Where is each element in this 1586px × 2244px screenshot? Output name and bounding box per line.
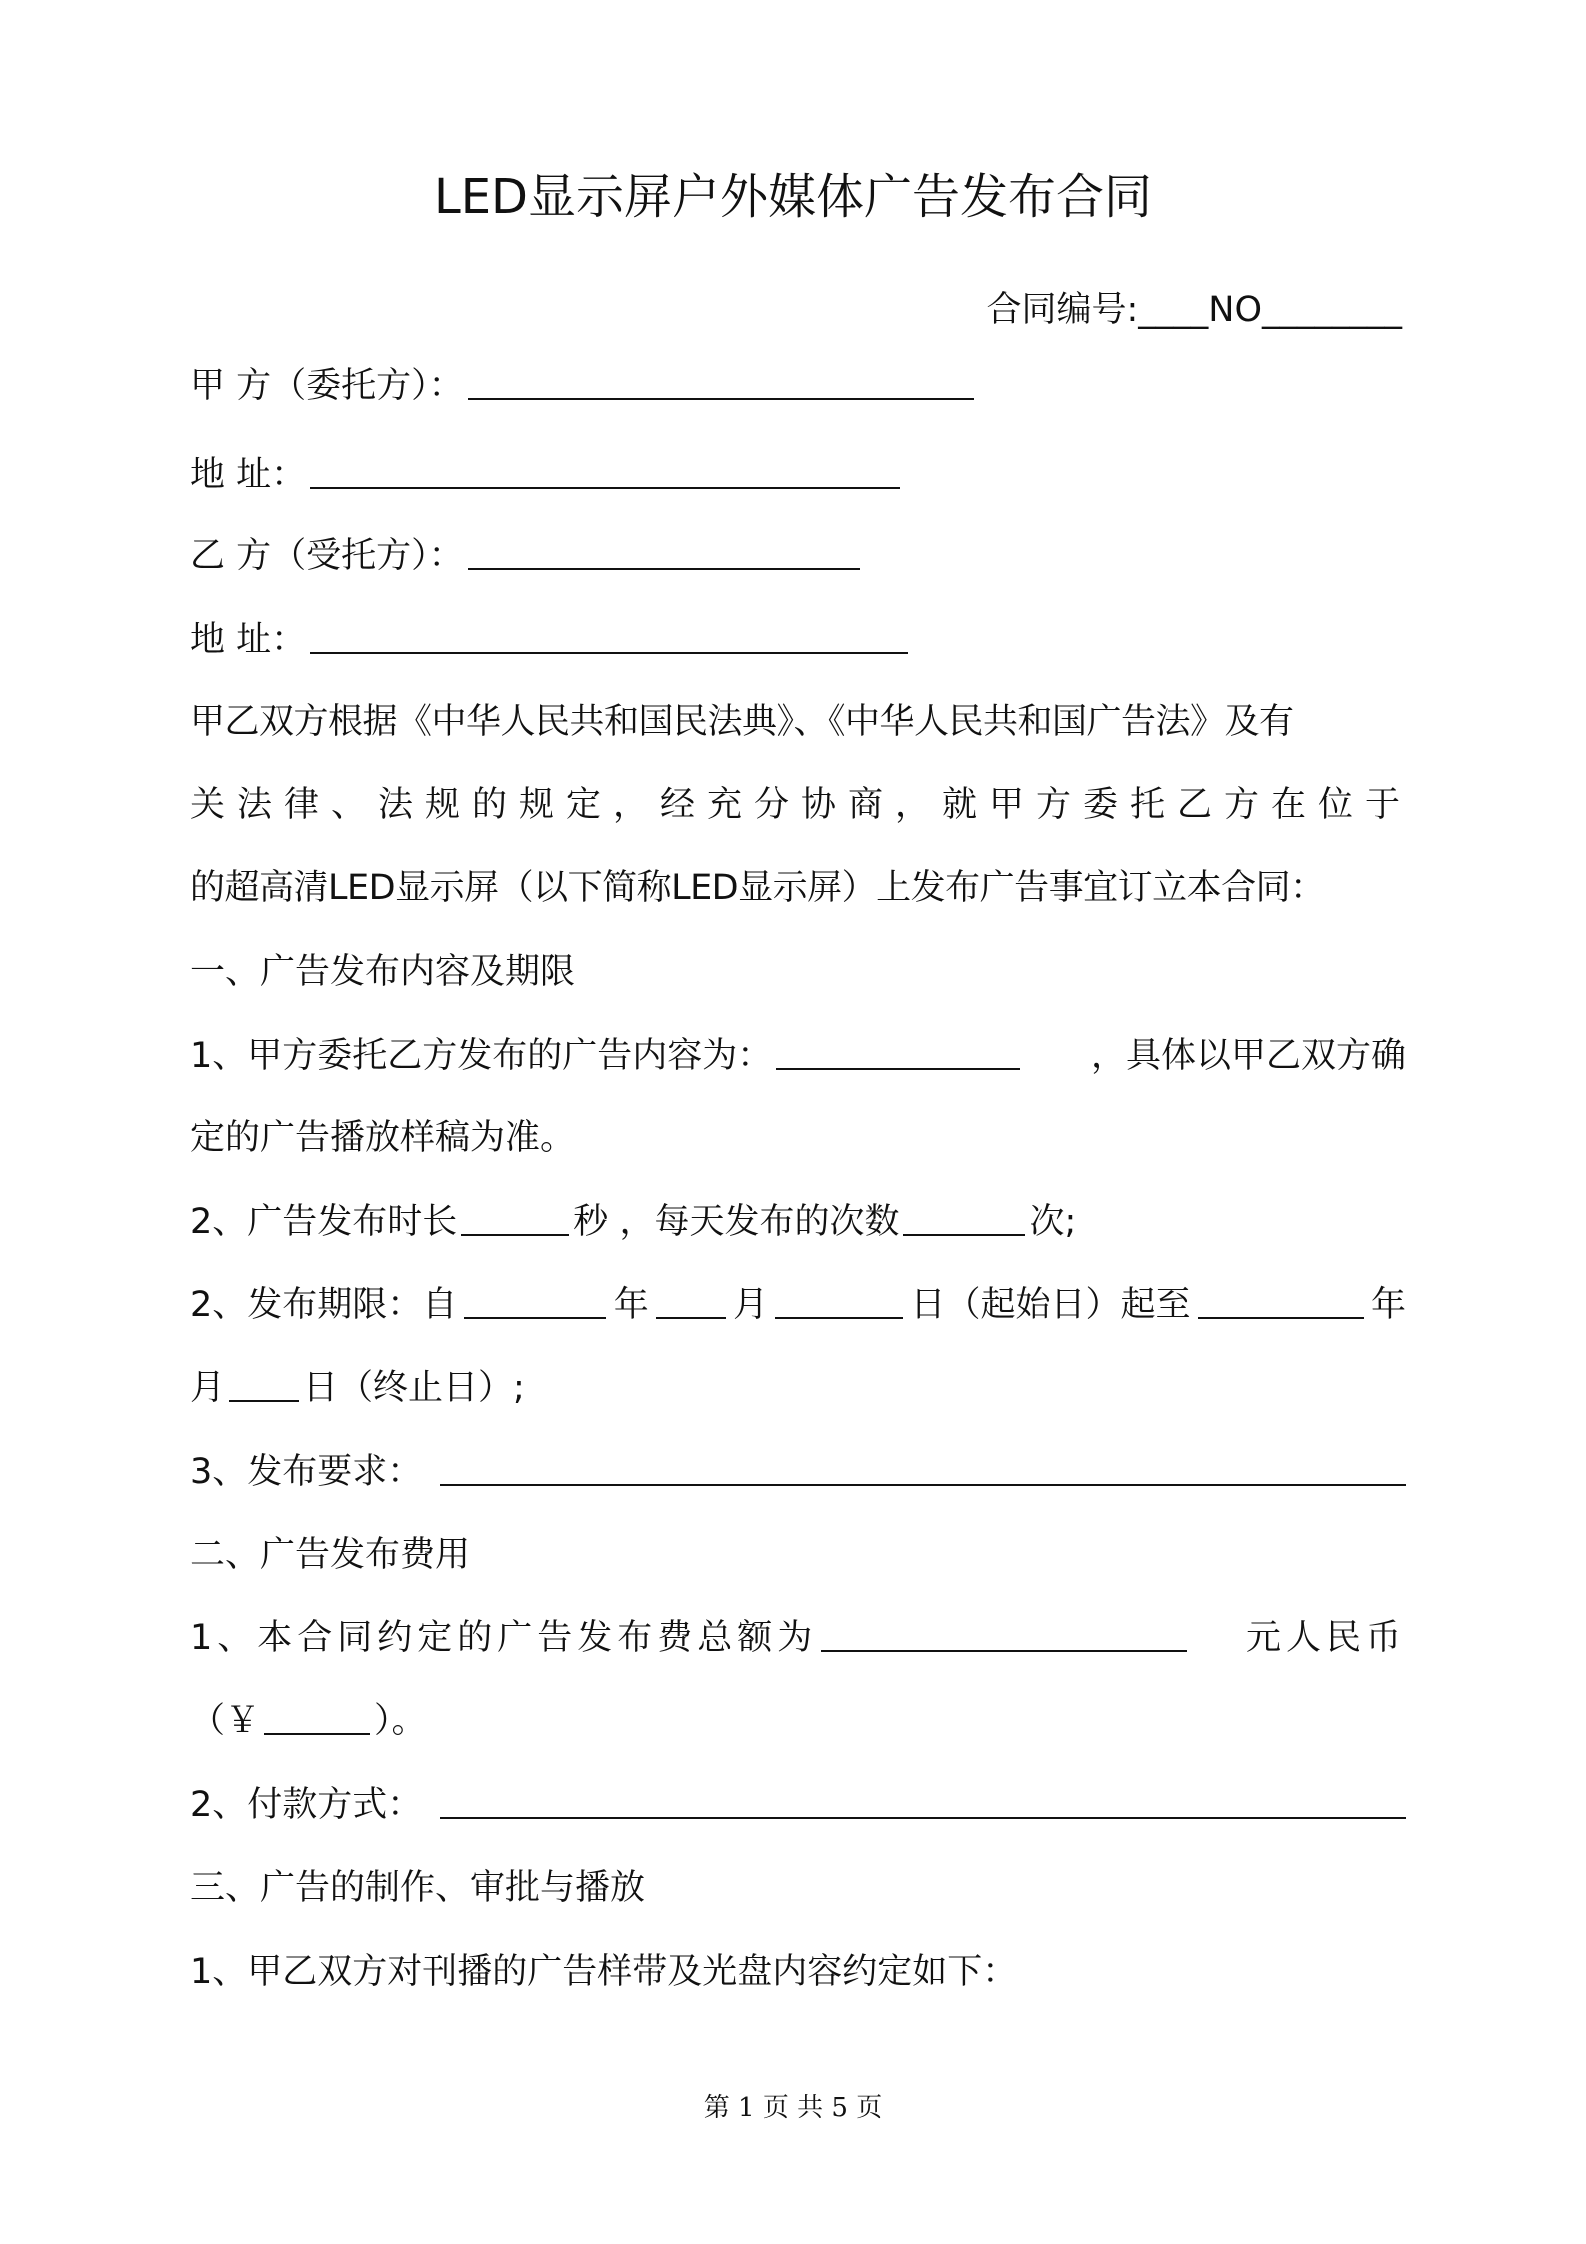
requirements-blank	[440, 1444, 1406, 1486]
start-year-blank	[464, 1277, 606, 1319]
section-1-item-3	[190, 1277, 1406, 1333]
s1-item1-suffix: ，具体以甲乙双方确	[1090, 1036, 1406, 1076]
section-2-item-1-cont	[190, 1693, 1406, 1749]
address-b-blank	[310, 612, 908, 654]
s1-item3-month: 月	[733, 1285, 769, 1325]
address-b-label: 地 址：	[190, 620, 307, 660]
s1-item3-month2: 月	[190, 1368, 226, 1408]
s1-item3-year2: 年	[1370, 1285, 1406, 1325]
section-1-item-4	[190, 1444, 1406, 1500]
document-title: LED显示屏户外媒体广告发布合同	[433, 169, 1153, 225]
s2-item2-label: 2、付款方式：	[190, 1785, 423, 1825]
party-b-blank	[468, 528, 860, 570]
intro-line-1: 甲乙双方根据《中华人民共和国民法典》、《中华人民共和国广告法》及有	[190, 702, 1294, 742]
s2-item1-c: （￥	[190, 1701, 261, 1741]
address-a-blank	[310, 447, 900, 489]
section-2-item-1	[190, 1610, 1406, 1666]
intro-line-2	[190, 777, 1413, 833]
party-b-label: 乙 方（受托方）：	[190, 536, 464, 576]
section-2-heading: 二、广告发布费用	[190, 1535, 471, 1575]
party-a-blank	[468, 358, 974, 400]
s1-item2-c: ，每天发布的次数	[619, 1202, 900, 1242]
s1-item2-a: 2、广告发布时长	[190, 1202, 458, 1242]
fee-amount-blank	[264, 1693, 370, 1735]
party-a-label: 甲 方（委托方）：	[190, 366, 464, 406]
intro-line-3: 的超高清LED显示屏（以下简称LED显示屏）上发布广告事宜订立本合同：	[190, 868, 1325, 908]
s1-item2-d: 次;	[1029, 1202, 1077, 1242]
section-1-item-1	[190, 1028, 1406, 1084]
s1-item4-label: 3、发布要求：	[190, 1452, 423, 1492]
s1-item3-a: 2、发布期限：自	[190, 1285, 458, 1325]
intro-line-2-text: 关法律、法规的规定，经充分协商，就甲方委托乙方在位于	[190, 785, 1413, 825]
end-month-blank	[229, 1360, 299, 1402]
s2-item1-suffix: 元人民币	[1245, 1618, 1406, 1658]
s2-item1-d: ）。	[374, 1701, 427, 1741]
section-3-heading: 三、广告的制作、审批与播放	[190, 1868, 646, 1908]
party-b-line	[190, 528, 1406, 584]
section-1-item-2	[190, 1194, 1406, 1250]
section-3-item-1: 1、甲乙双方对刊播的广告样带及光盘内容约定如下：	[190, 1952, 1018, 1992]
s1-item3-year: 年	[613, 1285, 649, 1325]
ad-content-blank	[776, 1028, 1020, 1070]
party-a-line	[190, 358, 1406, 414]
payment-method-blank	[440, 1777, 1406, 1819]
s1-item2-b: 秒	[573, 1202, 609, 1242]
address-a-line	[190, 447, 1406, 503]
s1-item1-prefix	[190, 1028, 1024, 1084]
s1-item3-day-start: 日（起始日）起至	[910, 1285, 1191, 1325]
address-a-label: 地 址：	[190, 455, 307, 495]
contract-number: 合同编号:____NO________	[986, 290, 1402, 330]
start-day-blank	[775, 1277, 903, 1319]
page-footer: 第 1 页 共 5 页	[703, 2093, 883, 2123]
section-1-heading: 一、广告发布内容及期限	[190, 952, 576, 992]
total-fee-blank	[821, 1610, 1187, 1652]
duration-blank	[461, 1194, 569, 1236]
s1-item1-text: 1、甲方委托乙方发布的广告内容为：	[190, 1036, 773, 1076]
end-year-blank	[1198, 1277, 1364, 1319]
frequency-blank	[903, 1194, 1025, 1236]
section-2-item-2	[190, 1777, 1406, 1833]
section-1-item-3-cont	[190, 1360, 1406, 1416]
s2-item1-text: 1、本合同约定的广告发布费总额为	[190, 1618, 818, 1658]
s2-item1-prefix	[190, 1610, 1191, 1666]
start-month-blank	[656, 1277, 726, 1319]
address-b-line	[190, 612, 1406, 668]
section-1-item-1-cont: 定的广告播放样稿为准。	[190, 1118, 576, 1158]
s1-item3-day-end: 日（终止日）;	[303, 1368, 525, 1408]
